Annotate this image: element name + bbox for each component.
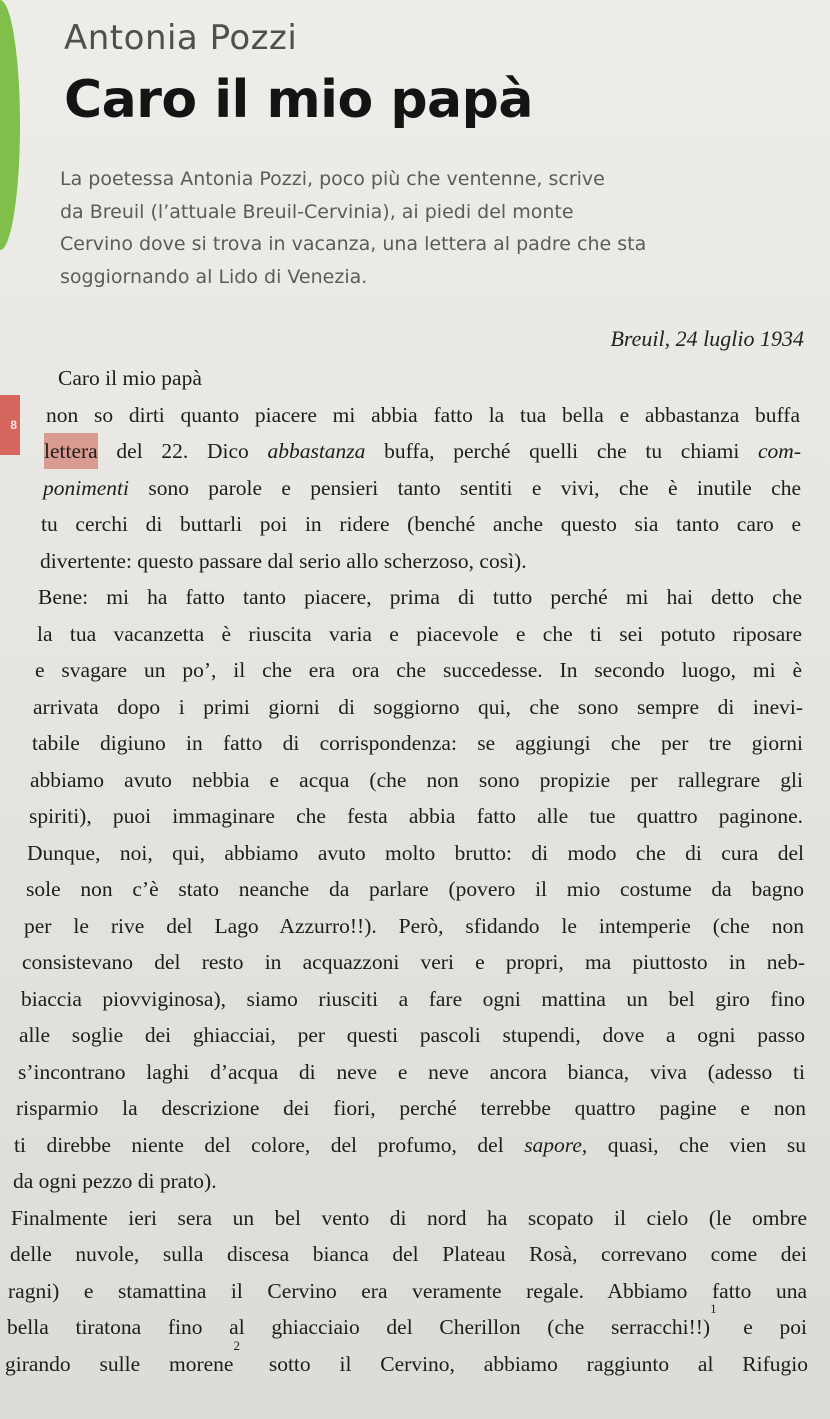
letter-line	[35, 652, 802, 688]
letter-line	[10, 1236, 807, 1272]
margin-tab: 8	[0, 395, 20, 455]
text-segment: Finalmente ieri sera un bel vento di nord ha scopato il cielo (le ombre	[11, 1205, 807, 1230]
letter-line	[19, 1017, 805, 1053]
footnote-marker: 2	[233, 1337, 240, 1353]
text-segment: e svagare un po’, il che era ora che succedesse. In secondo luogo, mi è	[35, 658, 802, 682]
letter-line	[30, 762, 803, 798]
intro-line: da Breuil (l’attuale Breuil-Cervinia), ai piedi del monte	[60, 200, 574, 223]
text-segment: non so dirti quanto piacere mi abbia fatto la tua bella e abbastanza buffa	[46, 402, 800, 427]
text-segment: girando sulle morene	[5, 1351, 234, 1376]
footnote-marker: 1	[710, 1301, 717, 1316]
text-segment: sotto il Cervino, abbiamo raggiunto al Rifugio	[239, 1351, 808, 1376]
letter-date: Breuil, 24 luglio 1934	[610, 326, 804, 351]
section-color-marker	[0, 0, 20, 250]
text-segment: per le rive del Lago Azzurro!!). Però, sfidando le intemperie (che non	[24, 913, 804, 938]
letter-line	[37, 616, 802, 652]
text-segment: tu cerchi di buttarli poi in ridere (benché anche questo sia tanto caro e	[41, 512, 801, 536]
letter-line	[24, 908, 804, 944]
letter-line	[29, 798, 803, 834]
text-segment: delle nuvole, sulla discesa bianca del Plateau Rosà, correvano come dei	[10, 1242, 807, 1266]
intro-line: Cervino dove si trova in vacanza, una lettera al padre che sta	[60, 233, 647, 255]
letter-line	[21, 981, 805, 1017]
letter-line	[32, 725, 803, 761]
text-segment: spiriti), puoi immaginare che festa abbia fatto alle tue quattro paginone.	[29, 804, 803, 828]
text-segment: la tua vacanzetta è riuscita varia e piacevole e che ti sei potuto riposare	[37, 621, 802, 646]
text-segment: risparmio la descrizione dei fiori, perché terrebbe quattro pagine e non	[16, 1096, 806, 1120]
text-segment: ponimenti	[43, 475, 129, 500]
letter-line	[11, 1200, 807, 1236]
text-segment: tabile digiuno in fatto di corrispondenza: se aggiungi che per tre giorni	[32, 731, 803, 755]
text-segment: del 22. Dico	[97, 439, 268, 463]
text-segment: sole non c’è stato neanche da parlare (povero il mio costume da bagno	[26, 877, 804, 901]
text-segment: biaccia piovviginosa), siamo riusciti a fare ogni mattina un bel giro fino	[21, 986, 805, 1011]
text-segment: sono parole e pensieri tanto sentiti e vivi, che è inutile che	[129, 475, 801, 500]
text-segment: Dunque, noi, qui, abbiamo avuto molto brutto: di modo che di cura del	[27, 840, 804, 865]
text-segment: sapore	[524, 1132, 582, 1157]
letter-line	[27, 835, 804, 871]
intro-line: soggiornando al Lido di Venezia.	[60, 265, 368, 288]
letter-line	[18, 1054, 805, 1090]
text-segment: arrivata dopo i primi giorni di soggiorno qui, che sono sempre di inevi-	[33, 694, 803, 719]
letter-line	[26, 871, 804, 907]
page-title: Caro il mio papà	[64, 70, 533, 130]
text-segment: abbastanza	[267, 439, 366, 463]
intro-paragraph	[60, 163, 800, 293]
highlighted-word: lettera	[44, 433, 98, 469]
letter-line	[40, 543, 801, 579]
letter-line	[13, 1163, 806, 1199]
letter-line	[5, 1337, 808, 1382]
text-segment: abbiamo avuto nebbia e acqua (che non sono propizie per rallegrare gli	[30, 767, 803, 792]
letter-line	[38, 579, 802, 615]
letter-line	[58, 360, 800, 396]
letter-line	[44, 433, 801, 469]
text-segment: alle soglie dei ghiacciai, per questi pascoli stupendi, dove a ogni passo	[19, 1023, 805, 1047]
text-segment: da ogni pezzo di prato).	[13, 1169, 217, 1193]
text-segment: Bene: mi ha fatto tanto piacere, prima di tutto perché mi hai detto che	[38, 585, 802, 609]
letter-line	[16, 1090, 806, 1126]
text-segment: divertente: questo passare dal serio allo scherzoso, così).	[40, 548, 527, 573]
letter-line	[43, 470, 801, 506]
letter-line	[8, 1273, 807, 1309]
intro-line: La poetessa Antonia Pozzi, poco più che ventenne, scrive	[60, 168, 605, 190]
text-segment: consistevano del resto in acquazzoni veri e propri, ma piuttosto in neb-	[22, 950, 805, 974]
text-segment: , quasi, che vien su	[581, 1132, 806, 1157]
letter-line	[41, 506, 801, 542]
text-segment: com-	[758, 439, 801, 463]
text-segment: bella tiratona fino al ghiacciaio del Cherillon (che serracchi!!)	[7, 1315, 711, 1339]
text-segment: s’incontrano laghi d’acqua di neve e neve ancora bianca, viva (adesso ti	[18, 1059, 805, 1084]
letter-line	[22, 944, 805, 980]
text-segment: ti direbbe niente del colore, del profumo, del	[14, 1132, 525, 1157]
author-name: Antonia Pozzi	[64, 18, 298, 58]
text-segment: Caro il mio papà	[58, 366, 202, 390]
letter-line	[7, 1301, 807, 1345]
text-segment: e poi	[716, 1315, 807, 1339]
text-segment: ragni) e stamattina il Cervino era veramente regale. Abbiamo fatto una	[8, 1278, 807, 1303]
letter-line	[46, 397, 800, 433]
letter-line	[14, 1127, 806, 1163]
text-segment: buffa, perché quelli che tu chiami	[365, 439, 759, 463]
letter-line	[33, 689, 803, 725]
